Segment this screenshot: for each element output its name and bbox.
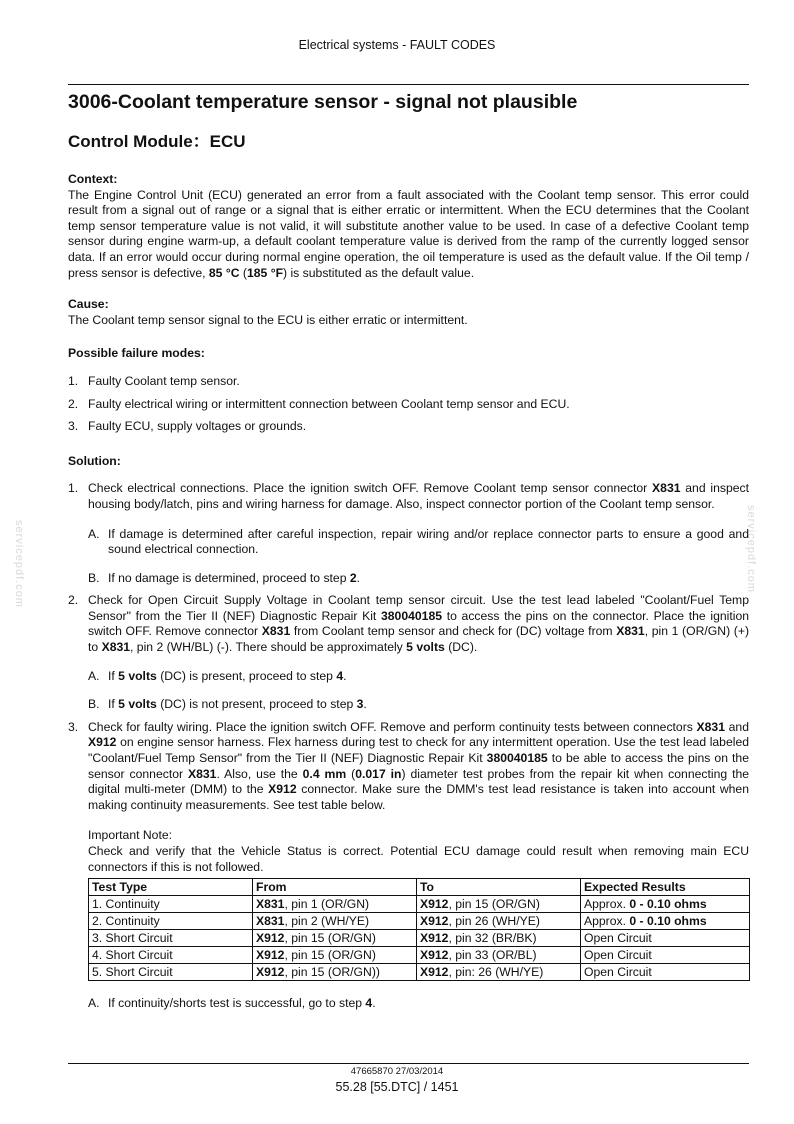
connector-id: X912 [268, 782, 297, 797]
context-text: ( [242, 265, 247, 280]
solution-step-3 [68, 720, 749, 814]
spacer [68, 813, 749, 828]
step-text: , pin 2 (WH/BL) (-). There should be approximately [130, 640, 403, 655]
spacer [68, 586, 749, 593]
step-number: 2. [68, 593, 79, 608]
option-letter: A. [88, 996, 100, 1011]
spacer [68, 435, 749, 454]
step-number: 3. [68, 719, 79, 734]
watermark-right: servicepdf.com [745, 505, 757, 593]
cell-expected [581, 913, 750, 930]
cell-to [417, 896, 581, 913]
connector-id: X912 [420, 965, 449, 980]
failure-modes-section [68, 346, 749, 434]
step-2-option-a [68, 669, 749, 685]
step-1-option-b [68, 571, 749, 587]
spacer [68, 981, 749, 996]
pin-text: , pin 1 (OR/GN) [284, 897, 370, 912]
table-row [89, 964, 750, 981]
option-text: . [363, 697, 367, 712]
cell-from [253, 913, 417, 930]
connector-id: X912 [420, 914, 449, 929]
probe-size-in: 0.017 in [355, 766, 402, 781]
spacer [68, 684, 749, 697]
pin-text: , pin 15 (OR/GN) [284, 931, 376, 946]
footer-rule [68, 1063, 749, 1064]
step-2-option-b [68, 697, 749, 713]
item-number: 1. [68, 373, 79, 388]
cell-test-type: 1. Continuity [89, 896, 253, 913]
failure-mode-item [68, 374, 749, 390]
note-title: Important Note: [88, 828, 172, 843]
pin-text: , pin 26 (WH/YE) [448, 914, 540, 929]
cell-expected [581, 964, 750, 981]
footer-page-number: 55.28 [55.DTC] / 1451 [335, 1080, 459, 1094]
cell-from [253, 964, 417, 981]
step-text: and inspect housing body/latch, pins and wiring harness for damage. Also, inspect connector portion of the Coolant temp sensor. [88, 481, 750, 511]
column-header-to: To [417, 879, 581, 896]
table-row [89, 947, 750, 964]
connector-id: X831 [652, 481, 681, 496]
connector-id: X831 [101, 640, 131, 655]
result-text: Approx. [584, 897, 630, 912]
step-text: to access the pins on the connector. Place the ignition switch OFF. Remove connector [88, 608, 749, 639]
cause-text: The Coolant temp sensor signal to the ECU is either erratic or intermittent. [68, 312, 468, 327]
spacer [68, 390, 749, 397]
step-reference: 3 [356, 697, 364, 712]
step-text: from Coolant temp sensor and check for (DC) voltage from [293, 624, 613, 639]
option-letter: A. [88, 668, 100, 683]
cause-heading: Cause: [68, 297, 109, 312]
connector-id: X831 [616, 624, 645, 639]
result-text: Open Circuit [584, 948, 652, 963]
result-text: Approx. [584, 914, 630, 929]
option-letter: B. [88, 697, 100, 712]
item-text: Faulty ECU, supply voltages or grounds. [88, 419, 307, 434]
context-text: ) is substituted as the default value. [283, 265, 475, 280]
pin-text: , pin 2 (WH/YE) [284, 914, 370, 929]
step-text: connector. Make sure the DMM's test lead resistance is taken into account when making continuity measurements. See test table below. [88, 782, 749, 812]
cell-test-type: 3. Short Circuit [89, 930, 253, 947]
step-text: ( [351, 766, 356, 781]
connector-id: X912 [420, 948, 449, 963]
solution-heading: Solution: [68, 453, 121, 468]
option-text: If [108, 668, 115, 683]
option-text: (DC) is present, proceed to step [160, 668, 333, 683]
test-table [88, 878, 750, 981]
header-rule [68, 84, 749, 85]
voltage-value: 5 volts [406, 640, 445, 655]
solution-step-2 [68, 593, 749, 655]
kit-number: 380040185 [486, 751, 548, 766]
solution-step-1 [68, 481, 749, 512]
step-reference: 4 [365, 996, 373, 1011]
item-text: Faulty electrical wiring or intermittent connection between Coolant temp sensor and ECU. [88, 396, 570, 411]
connector-id: X831 [696, 719, 725, 734]
option-letter: B. [88, 570, 100, 585]
option-text: (DC) is not present, proceed to step [160, 697, 354, 712]
option-text: If continuity/shorts test is successful, go to step [108, 996, 363, 1011]
context-text: The Engine Control Unit (ECU) generated an error from a fault associated with the Coolant temp sensor. This error could result from a signal out of range or a signal that is either erratic or intermittent. When the ECU determines that the Coolant temp sensor temperature value is not valid, it will substitute another value to be used. In case of a defective Coolant temp sensor during engine warm-up, a default coolant temperature value is derived from the ramp of the currently logged sensor data. If an error would occur during normal engine operation, the oil temperature is used as the default value. If the Oil temp / press sensor is defective, [68, 187, 749, 280]
item-text: Faulty Coolant temp sensor. [88, 373, 240, 388]
page-title: 3006-Coolant temperature sensor - signal not plausible [68, 91, 578, 113]
step-text: Check electrical connections. Place the ignition switch OFF. Remove Coolant temp sensor connector [88, 481, 648, 496]
step-text: to be able to access the pins on the sensor connector [88, 751, 749, 781]
document-body [68, 172, 749, 1012]
option-text: . [372, 996, 376, 1011]
option-text: If [108, 697, 115, 712]
pin-text: , pin 15 (OR/GN)) [284, 965, 380, 980]
failure-mode-item [68, 397, 749, 413]
result-text: Open Circuit [584, 931, 652, 946]
footer-doc-code: 47665870 27/03/2014 [350, 1066, 444, 1077]
context-value-f: 185 °F [246, 265, 284, 280]
pin-text: , pin 32 (BR/BK) [448, 931, 537, 946]
cell-from [253, 947, 417, 964]
spacer [68, 469, 749, 481]
kit-number: 380040185 [381, 608, 443, 623]
step-text: Check for faulty wiring. Place the ignition switch OFF. Remove and perform continuity tests between connectors [88, 719, 693, 734]
connector-id: X912 [420, 931, 449, 946]
step-1-option-a [68, 527, 749, 558]
pin-text: , pin 15 (OR/GN) [448, 897, 540, 912]
connector-id: X831 [256, 897, 285, 912]
cell-test-type: 2. Continuity [89, 913, 253, 930]
column-header-test-type: Test Type [89, 879, 253, 896]
table-row [89, 913, 750, 930]
step-text: ) diameter test probes from the repair kit when connecting the digital multi-meter (DMM) to the [88, 766, 750, 797]
table-row [89, 896, 750, 913]
cell-to [417, 930, 581, 947]
cell-from [253, 930, 417, 947]
step-3-option-a [68, 996, 749, 1012]
column-header-from: From [253, 879, 417, 896]
column-header-expected-results: Expected Results [581, 879, 750, 896]
spacer [68, 328, 749, 346]
connector-id: X912 [256, 965, 285, 980]
probe-size-mm: 0.4 mm [302, 766, 347, 781]
spacer [68, 513, 749, 527]
step-text: , pin 1 (OR/GN) (+) to [88, 624, 750, 655]
failure-mode-item [68, 419, 749, 435]
pin-text: , pin 15 (OR/GN) [284, 948, 376, 963]
cause-section [68, 297, 749, 328]
item-number: 2. [68, 396, 79, 411]
step-text: on engine sensor harness. Flex harness during test to check for any intermittent operation. Use the test lead labeled "Coolant/Fuel Temp Sensor" from the Tier II (NEF) Diagnostic Repair Kit [88, 735, 749, 766]
control-module-heading: Control Module：ECU [68, 132, 246, 151]
step-text: Check for Open Circuit Supply Voltage in Coolant temp sensor circuit. Use the test lead labeled "Coolant/Fuel Temp Sensor" from the Tier II (NEF) Diagnostic Repair Kit [88, 593, 749, 623]
connector-id: X912 [88, 735, 117, 750]
cell-to [417, 913, 581, 930]
option-text: If no damage is determined, proceed to step [108, 570, 347, 585]
cell-expected [581, 947, 750, 964]
step-text: (DC). [448, 640, 478, 655]
table-row [89, 930, 750, 947]
context-heading: Context: [68, 172, 118, 186]
watermark-left: servicepdf.com [13, 520, 25, 608]
pin-text: , pin: 26 (WH/YE) [448, 965, 544, 980]
step-reference: 2 [349, 570, 357, 585]
connector-id: X912 [256, 931, 285, 946]
cell-to [417, 947, 581, 964]
note-text: Check and verify that the Vehicle Status is correct. Potential ECU damage could result when removing main ECU connectors if this is not followed. [88, 844, 749, 874]
step-text: . Also, use the [216, 766, 298, 781]
table-header-row [89, 879, 750, 896]
step-number: 1. [68, 481, 79, 496]
context-section [68, 172, 749, 281]
solution-section [68, 454, 749, 1012]
option-text: If damage is determined after careful inspection, repair wiring and/or replace connector parts to ensure a good and sound electrical connection. [108, 526, 749, 557]
context-paragraph [68, 188, 749, 282]
cell-from [253, 896, 417, 913]
cell-expected [581, 930, 750, 947]
cell-expected [581, 896, 750, 913]
result-value: 0 - 0.10 ohms [629, 914, 707, 929]
cell-test-type: 5. Short Circuit [89, 964, 253, 981]
important-note [68, 828, 749, 875]
context-value-c: 85 °C [208, 265, 240, 280]
option-letter: A. [88, 526, 100, 541]
connector-id: X831 [261, 624, 291, 639]
spacer [68, 558, 749, 571]
connector-id: X912 [420, 897, 449, 912]
spacer [68, 281, 749, 297]
spacer [68, 656, 749, 669]
option-text: . [356, 570, 361, 585]
step-text: and [728, 719, 749, 734]
step-reference: 4 [336, 668, 344, 683]
connector-id: X912 [256, 948, 285, 963]
voltage-value: 5 volts [118, 668, 157, 683]
failure-modes-heading: Possible failure modes: [68, 346, 205, 361]
spacer [68, 412, 749, 419]
pin-text: , pin 33 (OR/BL) [448, 948, 537, 963]
cell-test-type: 4. Short Circuit [89, 947, 253, 964]
connector-id: X831 [188, 766, 217, 781]
result-text: Open Circuit [584, 965, 652, 980]
voltage-value: 5 volts [118, 697, 157, 712]
spacer [68, 713, 749, 720]
option-text: . [343, 668, 347, 683]
running-header: Electrical systems - FAULT CODES [298, 38, 496, 52]
result-value: 0 - 0.10 ohms [629, 897, 707, 912]
spacer [68, 362, 749, 374]
cell-to [417, 964, 581, 981]
connector-id: X831 [256, 914, 285, 929]
item-number: 3. [68, 419, 79, 434]
